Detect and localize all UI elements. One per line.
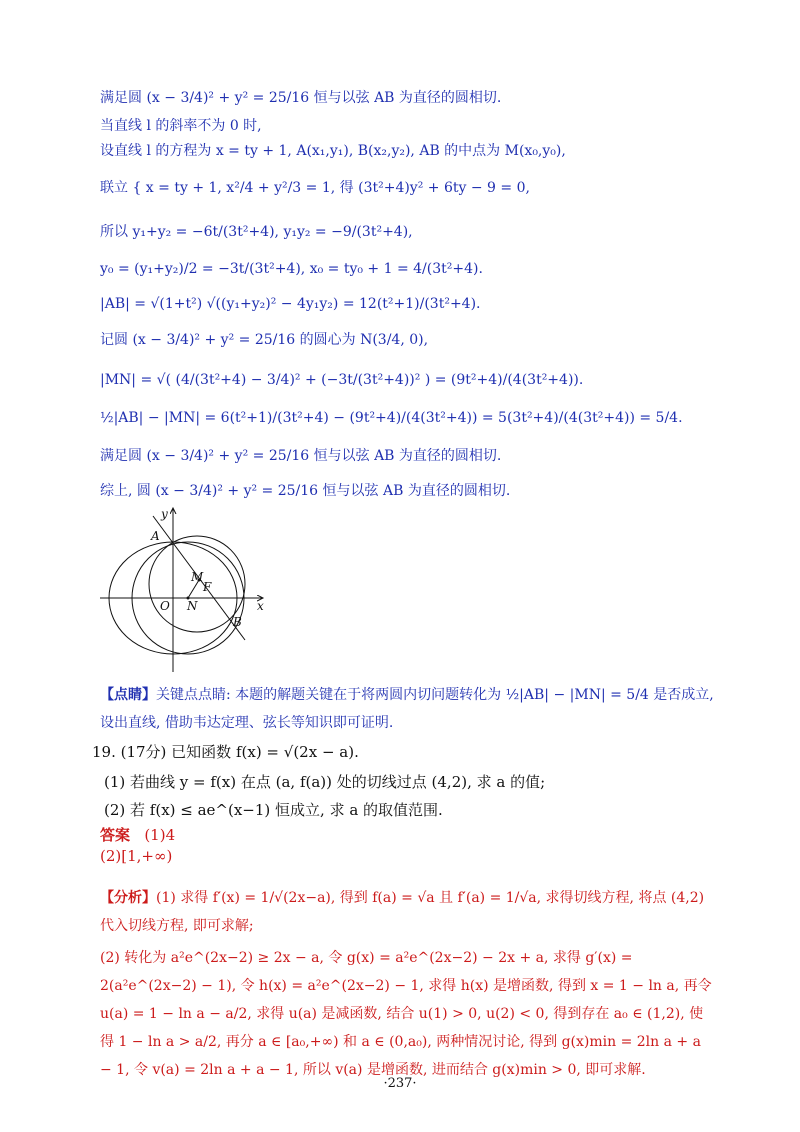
solution-line-2: 当直线 l 的斜率不为 0 时, [100,118,262,134]
label-x: x [257,599,264,613]
solution-line-9: |MN| = √( (4/(3t²+4) − 3/4)² + (−3t/(3t²+4))² ) = (9t²+4)/(4(3t²+4)). [100,372,584,388]
solution-line-3: 设直线 l 的方程为 x = ty + 1, A(x₁,y₁), B(x₂,y₂), AB 的中点为 M(x₀,y₀), [100,143,566,159]
dianjing-block [100,681,715,737]
solution-line-8: 记圆 (x − 3/4)² + y² = 25/16 的圆心为 N(3/4, 0), [100,332,429,348]
label-b: B [233,615,242,629]
label-o: O [160,599,170,613]
analysis-label: 【分析】 [100,890,156,906]
dianjing-text: 关键点点睛: 本题的解题关键在于将两圆内切问题转化为 ½|AB| − |MN| = 5/4 是否成立, 设出直线, 借助韦达定理、弦长等知识即可证明. [100,687,714,731]
solution-line-12: 综上, 圆 (x − 3/4)² + y² = 25/16 恒与以弦 AB 为直径的圆相切. [100,483,511,499]
answer-part-1: (1)4 [144,826,176,844]
solution-line-1: 满足圆 (x − 3/4)² + y² = 25/16 恒与以弦 AB 为直径的圆相切. [100,90,502,106]
problem-part-1: (1) 若曲线 y = f(x) 在点 (a, f(a)) 处的切线过点 (4,2), 求 a 的值; [104,773,546,791]
answer-label: 答案 [100,826,131,844]
label-f: F [203,580,212,594]
label-m: M [191,570,204,584]
label-n: N [187,599,198,613]
analysis-text-1: (1) 求得 f′(x) = 1/√(2x−a), 得到 f(a) = √a 且 f′(a) = 1/√a, 求得切线方程, 将点 (4,2) 代入切线方程, 即可求解; [100,890,705,934]
problem-part-2: (2) 若 f(x) ≤ ae^(x−1) 恒成立, 求 a 的取值范围. [104,801,443,819]
geometry-figure [95,500,285,680]
solution-line-11: 满足圆 (x − 3/4)² + y² = 25/16 恒与以弦 AB 为直径的圆相切. [100,448,502,464]
solution-line-6: y₀ = (y₁+y₂)/2 = −3t/(3t²+4), x₀ = ty₀ + 1 = 4/(3t²+4). [100,261,483,277]
label-y: y [161,507,168,521]
analysis-p2: (2) 转化为 a²e^(2x−2) ≥ 2x − a, 令 g(x) = a²e^(2x−2) − 2x + a, 求得 g′(x) = 2(a²e^(2x−2) − 1), 令 h(x) = a²e^(2x−2) − 1, 求得 h(x) 是增函数, 得到 x = 1 − ln a, 再令 u(a) = 1 − ln a − a/2, 求得 u(a) 是减函数, 结合 u(1) > 0, u(2) < 0, 得到存在 a₀ ∈ (1,2), 使得 1 − ln a > a/2, 再分 a ∈ [a₀,+∞) 和 a ∈ (0,a₀), 两种情况讨论, 得到 g(x)min = 2ln a + a − 1, 令 v(a) = 2ln a + a − 1, 所以 v(a) 是增函数, 进而结合 g(x)min > 0, 即可求解. [100,950,712,1078]
analysis-p1 [100,884,715,940]
dianjing-label: 【点睛】 [100,687,156,703]
solution-line-5: 所以 y₁+y₂ = −6t/(3t²+4), y₁y₂ = −9/(3t²+4), [100,224,413,240]
answer-part-2: (2)[1,+∞) [100,847,173,865]
solution-line-10: ½|AB| − |MN| = 6(t²+1)/(3t²+4) − (9t²+4)/(4(3t²+4)) = 5(3t²+4)/(4(3t²+4)) = 5/4. [100,410,683,426]
label-a: A [151,529,160,543]
problem-header: 19. (17分) 已知函数 f(x) = √(2x − a). [92,743,359,761]
answer-line-1 [100,825,175,845]
solution-line-4: 联立 { x = ty + 1, x²/4 + y²/3 = 1, 得 (3t²+4)y² + 6ty − 9 = 0, [100,180,530,196]
page-number: ·237· [383,1076,417,1091]
solution-line-7: |AB| = √(1+t²) √((y₁+y₂)² − 4y₁y₂) = 12(t²+1)/(3t²+4). [100,296,481,312]
